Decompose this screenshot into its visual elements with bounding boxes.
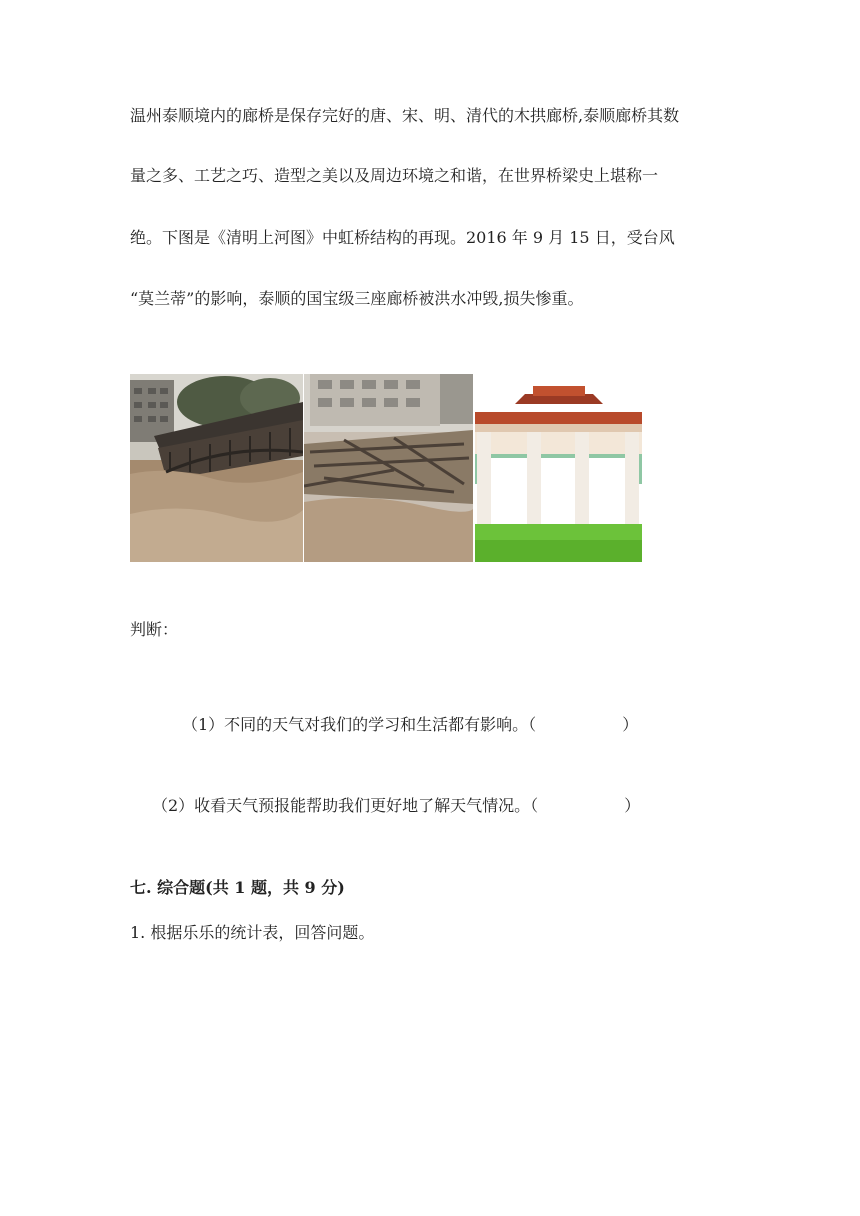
- bridge-debris-photo: [304, 374, 473, 562]
- judge-question-1-close: ）: [622, 715, 639, 734]
- judge-question-1-text: （1）不同的天气对我们的学习和生活都有影响。（: [182, 715, 537, 734]
- passage-line-3: 绝。下图是《清明上河图》中虹桥结构的再现。2016 年 9 月 15 日，受台风: [130, 228, 675, 247]
- passage-line-4: “莫兰蒂”的影响，泰顺的国宝级三座廊桥被洪水冲毁,损失惨重。: [130, 289, 584, 308]
- judge-label: 判断：: [130, 620, 179, 639]
- section-title: 七. 综合题(共 1 题，共 9 分): [130, 878, 345, 897]
- problem-1-text: 1. 根据乐乐的统计表，回答问题。: [130, 923, 375, 942]
- rainbow-bridge-photo: [475, 374, 642, 562]
- judge-question-2-close: ）: [624, 796, 641, 815]
- judge-question-2: [152, 796, 640, 816]
- passage-line-2: 量之多、工艺之巧、造型之美以及周边环境之和谐，在世界桥梁史上堪称一: [130, 166, 659, 185]
- bridge-photos: [130, 374, 642, 562]
- judge-question-2-text: （2）收看天气预报能帮助我们更好地了解天气情况。（: [152, 796, 539, 815]
- flooded-bridge-photo: [130, 374, 303, 562]
- passage-line-1: 温州泰顺境内的廊桥是保存完好的唐、宋、明、清代的木拱廊桥,泰顺廊桥其数: [130, 106, 680, 125]
- judge-question-1: [182, 715, 638, 735]
